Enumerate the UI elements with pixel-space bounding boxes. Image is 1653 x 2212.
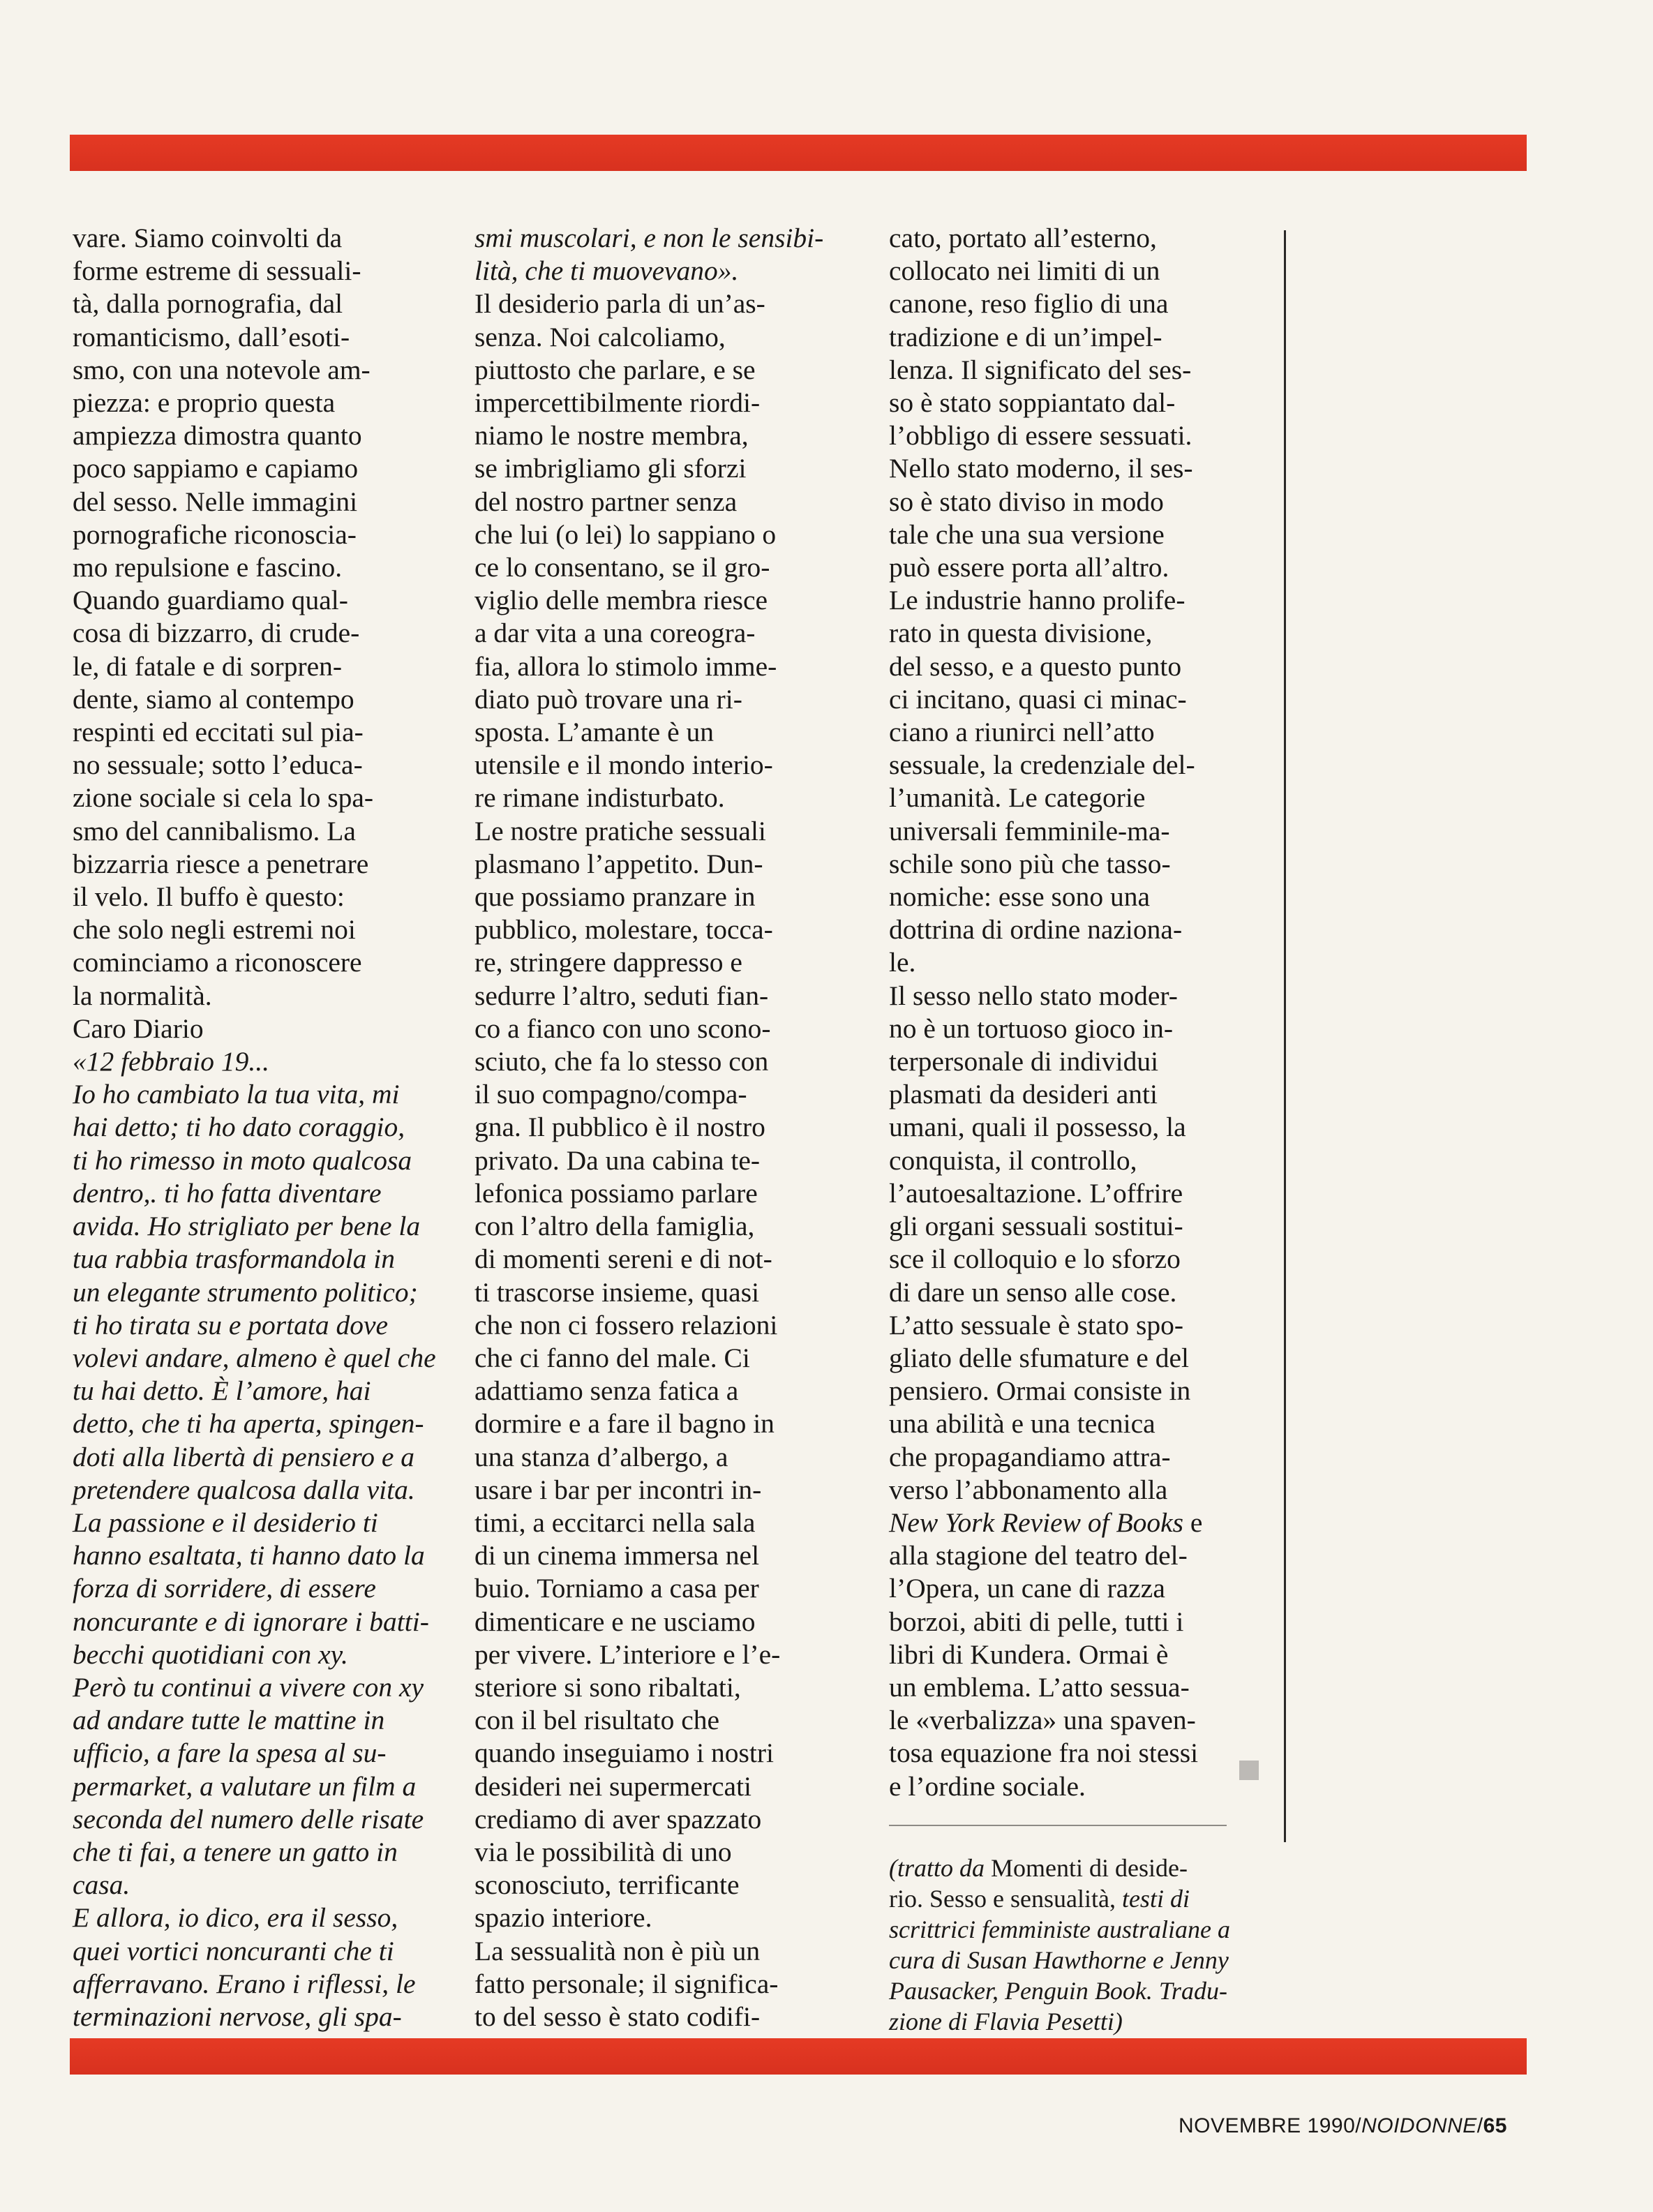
text-line: con l’altro della famiglia,	[474, 1211, 755, 1242]
text-line: plasmano l’appetito. Dun-	[474, 848, 763, 879]
source-note-line	[889, 1945, 1269, 1975]
text-line: tua rabbia trasformandola in	[73, 1243, 395, 1275]
column-rule	[1284, 230, 1286, 1842]
source-note-fragment: zione di Flavia Pesetti)	[889, 2008, 1123, 2035]
text-line: del nostro partner senza	[474, 486, 738, 517]
text-line: steriore si sono ribaltati,	[474, 1671, 741, 1703]
text-line: noncurante e di ignorare i batti-	[73, 1606, 429, 1637]
text-line: timi, a eccitarci nella sala	[474, 1507, 756, 1538]
text-line: re, stringere dappresso e	[474, 947, 742, 978]
text-line: senza. Noi calcoliamo,	[474, 321, 726, 352]
text-line: to del sesso è stato codifi-	[474, 2001, 761, 2032]
italic-title: New York Review of Books	[889, 1507, 1184, 1538]
text-line: L’atto sessuale è stato spo-	[889, 1309, 1183, 1340]
text-line: ampiezza dimostra quanto	[73, 420, 362, 451]
text-column-1	[73, 222, 444, 2033]
text-line: Il desiderio parla di un’as-	[474, 288, 765, 320]
text-line: seconda del numero delle risate	[73, 1803, 424, 1834]
text-line: canone, reso figlio di una	[889, 288, 1169, 320]
text-line: tosa equazione fra noi stessi	[889, 1738, 1199, 1769]
text-line: le «verbalizza» una spaven-	[889, 1705, 1196, 1736]
source-note-line	[889, 1914, 1269, 1945]
text-line: smo, con una notevole am-	[73, 354, 371, 385]
text-line: doti alla libertà di pensiero e a	[73, 1441, 415, 1472]
text-line: smo del cannibalismo. La	[73, 815, 356, 846]
top-red-bar	[70, 135, 1527, 171]
text-line: di momenti sereni e di not-	[474, 1243, 772, 1275]
text-line: via le possibilità di uno	[474, 1836, 732, 1867]
text-line: che solo negli estremi noi	[73, 914, 356, 946]
text-line: Il sesso nello stato moder-	[889, 980, 1178, 1011]
text-line: le, di fatale e di sorpren-	[73, 650, 343, 682]
text-line: poco sappiamo e capiamo	[73, 453, 359, 484]
text-line: cosa di bizzarro, di crude-	[73, 618, 360, 649]
text-line: borzoi, abiti di pelle, tutti i	[889, 1606, 1184, 1637]
text-line: quei vortici noncuranti che ti	[73, 1935, 394, 1966]
text-line: La sessualità non è più un	[474, 1935, 761, 1966]
text-line: collocato nei limiti di un	[889, 255, 1160, 287]
text-line: crediamo di aver spazzato	[474, 1803, 762, 1834]
text-line: che ci fanno del male. Ci	[474, 1342, 750, 1373]
text-line: Le industrie hanno prolife-	[889, 585, 1185, 616]
text-line: l’umanità. Le categorie	[889, 782, 1146, 814]
text-line: nomiche: esse sono una	[889, 881, 1151, 913]
text-line: vare. Siamo coinvolti da	[73, 223, 343, 253]
source-rule	[889, 1825, 1227, 1826]
text-line: romanticismo, dall’esoti-	[73, 321, 350, 352]
folio-magazine: NOIDONNE	[1361, 2114, 1477, 2137]
text-line: permarket, a valutare un film a	[73, 1770, 417, 1802]
text-line: un emblema. L’atto sessua-	[889, 1671, 1190, 1703]
text-line: forme estreme di sessuali-	[73, 255, 361, 287]
text-line: di un cinema immersa nel	[474, 1540, 760, 1571]
text-line: hanno esaltata, ti hanno dato la	[73, 1540, 425, 1571]
text-line: fia, allora lo stimolo imme-	[474, 650, 777, 682]
text-line: gli organi sessuali sostitui-	[889, 1211, 1183, 1242]
text-line: smi muscolari, e non le sensibi-	[474, 223, 824, 253]
text-line: adattiamo senza fatica a	[474, 1375, 739, 1407]
text-line: ti trascorse insieme, quasi	[474, 1276, 760, 1308]
folio-page: 65	[1483, 2114, 1507, 2137]
text-line: no è un tortuoso gioco in-	[889, 1012, 1174, 1044]
text-line: di dare un senso alle cose.	[889, 1276, 1177, 1308]
source-note-fragment: testi di	[1121, 1885, 1190, 1913]
text-line: desideri nei supermercati	[474, 1770, 752, 1802]
text-line: cominciamo a riconoscere	[73, 947, 362, 978]
text-line: ciano a riunirci nell’atto	[889, 717, 1155, 748]
text-line: so è stato diviso in modo	[889, 486, 1164, 517]
folio-sep: /	[1476, 2114, 1483, 2137]
text-line: bizzarria riesce a penetrare	[73, 848, 369, 879]
source-note-fragment: scrittrici femministe australiane a	[889, 1915, 1230, 1943]
text-line: sposta. L’amante è un	[474, 717, 714, 748]
text-line: sedurre l’altro, seduti fian-	[474, 980, 769, 1011]
text-line: la normalità.	[73, 980, 212, 1011]
text-line: Quando guardiamo qual-	[73, 585, 348, 616]
text-line: terpersonale di individui	[889, 1046, 1159, 1077]
text-line: del sesso. Nelle immagini	[73, 486, 358, 517]
text-line: re rimane indisturbato.	[474, 782, 725, 814]
text-line: buio. Torniamo a casa per	[474, 1573, 759, 1604]
text-line: zione sociale si cela lo spa-	[73, 782, 374, 814]
text-line: volevi andare, almeno è quel che	[73, 1342, 436, 1373]
text-line: una stanza d’albergo, a	[474, 1441, 728, 1472]
source-note-line	[889, 1853, 1269, 1883]
text-line: il velo. Il buffo è questo:	[73, 881, 345, 913]
text-line: sessuale, la credenziale del-	[889, 749, 1195, 781]
text-line: Caro Diario	[73, 1012, 204, 1044]
text-line: co a fianco con uno scono-	[474, 1012, 771, 1044]
text-line: dormire e a fare il bagno in	[474, 1408, 775, 1440]
text-line: dottrina di ordine naziona-	[889, 914, 1183, 946]
text-line: le.	[889, 947, 916, 978]
text-line: una abilità e una tecnica	[889, 1408, 1155, 1440]
text-line: sce il colloquio e lo sforzo	[889, 1243, 1181, 1275]
source-note-line	[889, 1883, 1269, 1914]
text-line: cato, portato all’esterno,	[889, 223, 1157, 253]
text-line: che ti fai, a tenere un gatto in	[73, 1836, 398, 1867]
text-line: se imbrigliamo gli sforzi	[474, 453, 747, 484]
text-line: dimenticare e ne usciamo	[474, 1606, 756, 1637]
text-line: avida. Ho strigliato per bene la	[73, 1211, 421, 1242]
text-line: terminazioni nervose, gli spa-	[73, 2001, 402, 2032]
text-line: sconosciuto, terrificante	[474, 1869, 740, 1901]
text-line: hai detto; ti ho dato coraggio,	[73, 1112, 405, 1143]
text-line: e l’ordine sociale.	[889, 1770, 1086, 1802]
text-line: sciuto, che fa lo stesso con	[474, 1046, 769, 1077]
text-line: umani, quali il possesso, la	[889, 1112, 1186, 1143]
text-line: que possiamo pranzare in	[474, 881, 756, 913]
text-line: privato. Da una cabina te-	[474, 1144, 761, 1176]
text-line: che lui (o lei) lo sappiano o	[474, 518, 777, 550]
text-line: lenza. Il significato del ses-	[889, 354, 1192, 385]
source-note-line	[889, 1975, 1269, 2006]
text-line: l’obbligo di essere sessuati.	[889, 420, 1192, 451]
text-line: del sesso, e a questo punto	[889, 650, 1182, 682]
text-line: dentro,. ti ho fatta diventare	[73, 1177, 382, 1209]
text-line: che propagandiamo attra-	[889, 1441, 1171, 1472]
text-line: tu hai detto. È l’amore, hai	[73, 1375, 371, 1407]
text-line: so è stato soppiantato dal-	[889, 387, 1176, 419]
source-note	[889, 1853, 1269, 2037]
text-line: quando inseguiamo i nostri	[474, 1738, 774, 1769]
end-of-article-square	[1239, 1761, 1259, 1780]
text-line: rato in questa divisione,	[889, 618, 1153, 649]
text-line: lefonica possiamo parlare	[474, 1177, 758, 1209]
text-column-3	[889, 222, 1260, 1803]
text-line: con il bel risultato che	[474, 1705, 720, 1736]
text-line: impercettibilmente riordi-	[474, 387, 761, 419]
source-note-line	[889, 2006, 1269, 2037]
text-line: respinti ed eccitati sul pia-	[73, 717, 364, 748]
text-line: gna. Il pubblico è il nostro	[474, 1112, 765, 1143]
text-line: pornografiche riconoscia-	[73, 518, 357, 550]
text-line: no sessuale; sotto l’educa-	[73, 749, 363, 781]
text-line: Le nostre pratiche sessuali	[474, 815, 766, 846]
text-line: dente, siamo al contempo	[73, 683, 354, 715]
text-line: niamo le nostre membra,	[474, 420, 749, 451]
text-line: viglio delle membra riesce	[474, 585, 768, 616]
text-line: un elegante strumento politico;	[73, 1276, 418, 1308]
text-line: schile sono più che tasso-	[889, 848, 1171, 879]
text-line: gliato delle sfumature e del	[889, 1342, 1189, 1373]
text-line: afferravano. Erano i riflessi, le	[73, 1968, 416, 1999]
text-line: Io ho cambiato la tua vita, mi	[73, 1079, 400, 1110]
source-note-fragment: (tratto da	[889, 1854, 992, 1882]
text-line: il suo compagno/compa-	[474, 1079, 747, 1110]
text-line: ti ho tirata su e portata dove	[73, 1309, 389, 1340]
text-line: detto, che ti ha aperta, spingen-	[73, 1408, 424, 1440]
text-line: tale che una sua versione	[889, 518, 1165, 550]
text-line: La passione e il desiderio ti	[73, 1507, 378, 1538]
text-line: ufficio, a fare la spesa al su-	[73, 1738, 387, 1769]
text-line: Nello stato moderno, il ses-	[889, 453, 1193, 484]
text-column-2	[474, 222, 846, 2033]
text-line: usare i bar per incontri in-	[474, 1474, 762, 1505]
text-line: plasmati da desideri anti	[889, 1079, 1158, 1110]
text-line: pensiero. Ormai consiste in	[889, 1375, 1191, 1407]
text-line: ti ho rimesso in moto qualcosa	[73, 1144, 412, 1176]
text-line: l’Opera, un cane di razza	[889, 1573, 1165, 1604]
text-line: tà, dalla pornografia, dal	[73, 288, 343, 320]
text-line: universali femminile-ma-	[889, 815, 1170, 846]
page-folio	[1116, 2114, 1507, 2138]
text-line: piezza: e proprio questa	[73, 387, 336, 419]
text-line: forza di sorridere, di essere	[73, 1573, 376, 1604]
text-line: mo repulsione e fascino.	[73, 552, 343, 583]
text-line: New York Review of Books e	[889, 1507, 1203, 1538]
folio-date: NOVEMBRE 1990/	[1178, 2114, 1362, 2137]
text-line: Però tu continui a vivere con xy	[73, 1671, 424, 1703]
text-line: ci incitano, quasi ci minac-	[889, 683, 1187, 715]
bottom-red-bar	[70, 2038, 1527, 2075]
text-line: casa.	[73, 1869, 130, 1901]
text-line: becchi quotidiani con xy.	[73, 1638, 348, 1670]
text-line: «12 febbraio 19...	[73, 1046, 269, 1077]
text-line: ce lo consentano, se il gro-	[474, 552, 770, 583]
text-line: tradizione e di un’impel-	[889, 321, 1162, 352]
text-line: fatto personale; il significa-	[474, 1968, 779, 1999]
text-line: a dar vita a una coreogra-	[474, 618, 756, 649]
text-line: può essere porta all’altro.	[889, 552, 1169, 583]
text-line: utensile e il mondo interio-	[474, 749, 773, 781]
text-line: che non ci fossero relazioni	[474, 1309, 778, 1340]
text-line: conquista, il controllo,	[889, 1144, 1137, 1176]
text-line: E allora, io dico, era il sesso,	[73, 1902, 398, 1934]
text-line: piuttosto che parlare, e se	[474, 354, 756, 385]
text-line: diato può trovare una ri-	[474, 683, 742, 715]
source-note-fragment: Momenti di deside-	[991, 1854, 1188, 1882]
text-line: l’autoesaltazione. L’offrire	[889, 1177, 1183, 1209]
text-line: lità, che ti muovevano».	[474, 255, 739, 287]
text-line: libri di Kundera. Ormai è	[889, 1638, 1169, 1670]
source-note-fragment: rio. Sesso e sensualità,	[889, 1885, 1122, 1913]
source-note-fragment: cura di Susan Hawthorne e Jenny	[889, 1946, 1229, 1974]
text-line: pubblico, molestare, tocca-	[474, 914, 773, 946]
text-line: verso l’abbonamento alla	[889, 1474, 1168, 1505]
source-note-fragment: Pausacker, Penguin Book. Tradu-	[889, 1977, 1227, 2005]
text-line: ad andare tutte le mattine in	[73, 1705, 385, 1736]
text-line: spazio interiore.	[474, 1902, 652, 1934]
text-line: per vivere. L’interiore e l’e-	[474, 1638, 781, 1670]
text-line: pretendere qualcosa dalla vita.	[73, 1474, 415, 1505]
text-line: alla stagione del teatro del-	[889, 1540, 1188, 1571]
